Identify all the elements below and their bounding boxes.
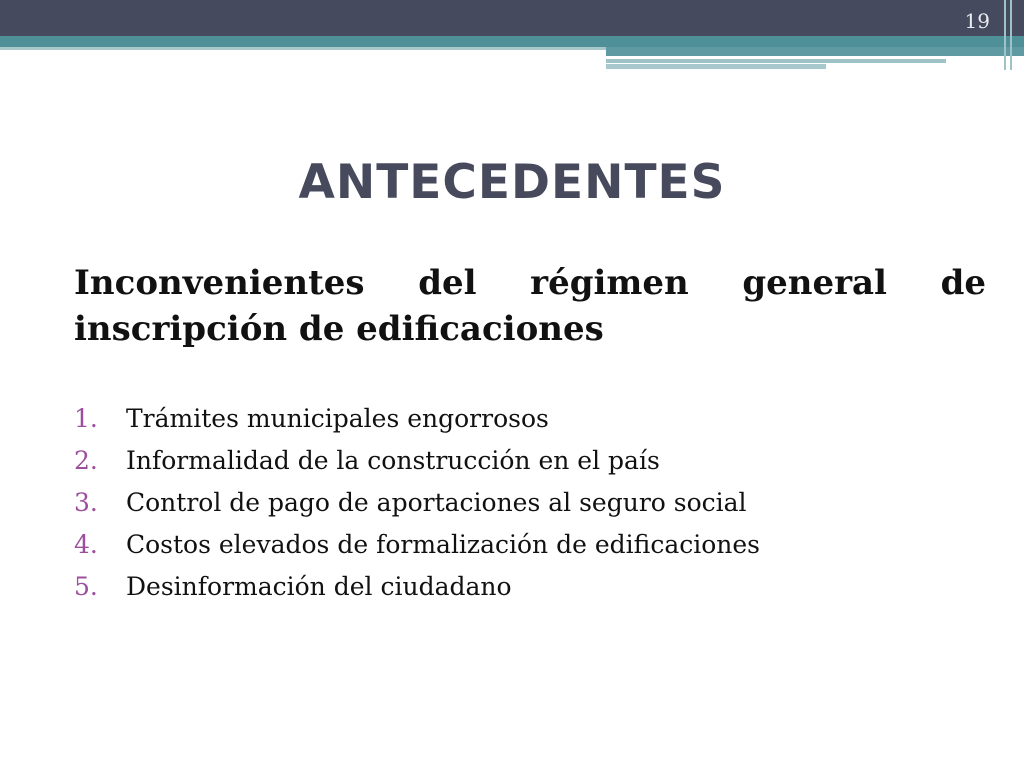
numbered-list	[74, 398, 760, 608]
header-bar-teal	[0, 36, 1024, 47]
list-item	[74, 440, 760, 482]
list-item-number: 2.	[74, 446, 98, 475]
list-item-text: Trámites municipales engorrosos	[126, 404, 549, 433]
list-item-number: 5.	[74, 572, 98, 601]
header-bar-step-2	[606, 59, 946, 63]
header-vertical-line-1	[1004, 0, 1006, 70]
list-item-text: Desinformación del ciudadano	[126, 572, 512, 601]
slide-subtitle: Inconvenientes del régimen general de inscripción de edificaciones	[74, 263, 986, 349]
list-item-number: 4.	[74, 530, 98, 559]
header-bar-dark	[0, 0, 1024, 36]
list-item	[74, 398, 760, 440]
header-bar-step-3	[606, 64, 826, 69]
list-item-text: Control de pago de aportaciones al seguro social	[126, 488, 747, 517]
list-item-text: Costos elevados de formalización de edificaciones	[126, 530, 760, 559]
slide-number: 19	[964, 9, 990, 33]
list-item-text: Informalidad de la construcción en el país	[126, 446, 660, 475]
list-item	[74, 482, 760, 524]
list-item	[74, 524, 760, 566]
header-vertical-line-2	[1010, 0, 1012, 70]
list-item	[74, 566, 760, 608]
slide-title: ANTECEDENTES	[298, 155, 726, 210]
list-item-number: 1.	[74, 404, 98, 433]
list-item-number: 3.	[74, 488, 98, 517]
header-bar-light	[0, 47, 606, 50]
header-bar-step-1	[606, 47, 1024, 56]
